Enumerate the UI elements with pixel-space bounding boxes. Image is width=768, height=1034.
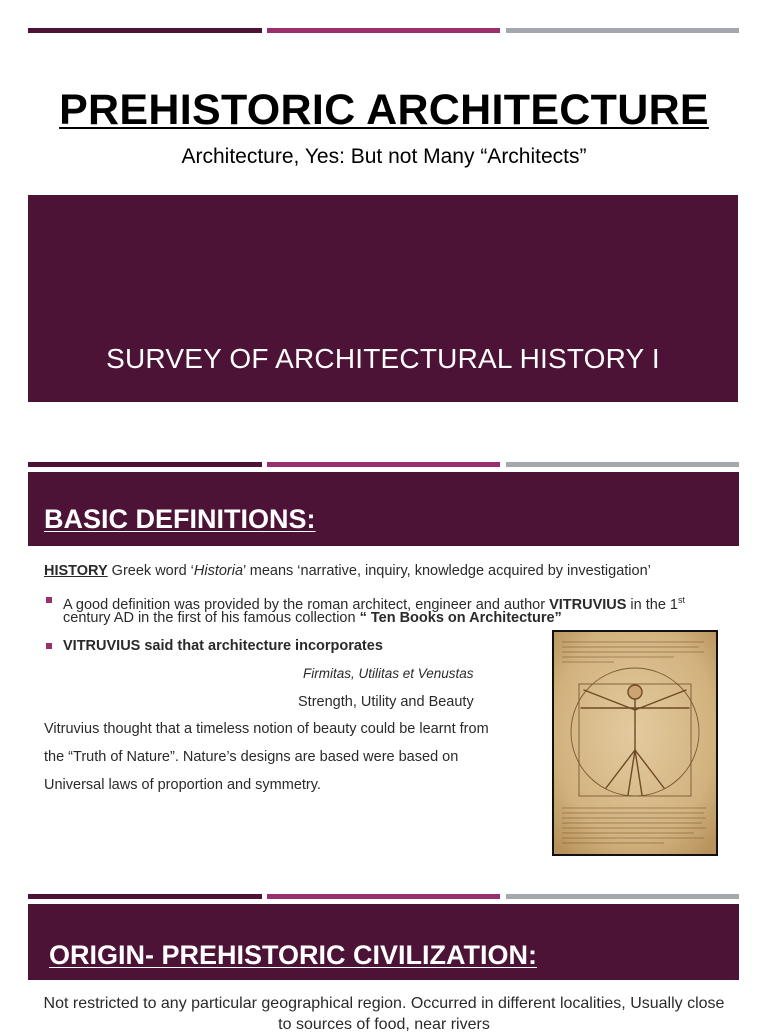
- historia-word: Historia: [193, 563, 244, 579]
- accent-stripe-dark: [28, 462, 262, 467]
- section-heading: BASIC DEFINITIONS:: [44, 504, 316, 534]
- accent-stripe-gray: [506, 462, 739, 467]
- superscript-st: st: [678, 595, 686, 605]
- bullet-marker: [46, 643, 52, 649]
- vitruvius-name: VITRUVIUS: [549, 596, 627, 613]
- history-definition: [44, 563, 724, 579]
- origin-line: to sources of food, near rivers: [278, 1016, 490, 1033]
- history-text-2: ’ means ‘narrative, inquiry, knowledge acquired by investigation’: [243, 563, 651, 579]
- accent-stripe-gray: [506, 28, 739, 33]
- bullet-marker: [46, 597, 52, 603]
- accent-stripe-gray: [506, 894, 739, 899]
- paragraph-line: Universal laws of proportion and symmetry.: [44, 777, 321, 793]
- bullet1-text-2: in the 1: [626, 596, 678, 613]
- english-triad: Strength, Utility and Beauty: [298, 694, 474, 710]
- accent-stripe-magenta: [267, 462, 500, 467]
- ten-books-title: “ Ten Books on Architecture”: [359, 610, 562, 626]
- slide-subtitle: Architecture, Yes: But not Many “Architects”: [181, 145, 587, 168]
- bullet1-text-1: A good definition was provided by the roman architect, engineer and author: [63, 596, 550, 613]
- history-text-1: Greek word ‘: [107, 563, 194, 579]
- accent-stripe-magenta: [267, 28, 500, 33]
- bullet1-line2: century AD in the first of his famous collection: [63, 610, 360, 626]
- vitruvian-man-image: [552, 630, 718, 856]
- accent-stripe-magenta: [267, 894, 500, 899]
- accent-stripe-dark: [28, 894, 262, 899]
- paragraph-line: the “Truth of Nature”. Nature’s designs are based were based on: [44, 749, 459, 765]
- slide-title-heading: PREHISTORIC ARCHITECTURE: [59, 86, 709, 134]
- paragraph-line: Vitruvius thought that a timeless notion of beauty could be learnt from: [44, 721, 489, 737]
- bullet-vitruvius-line2: [63, 610, 723, 626]
- history-term: HISTORY: [44, 563, 108, 579]
- course-title: SURVEY OF ARCHITECTURAL HISTORY I: [106, 343, 660, 374]
- accent-stripe-dark: [28, 28, 262, 33]
- bullet-architecture-incorporates: VITRUVIUS said that architecture incorporates: [63, 638, 383, 654]
- section-heading: ORIGIN- PREHISTORIC CIVILIZATION:: [49, 940, 538, 970]
- latin-triad: Firmitas, Utilitas et Venustas: [303, 666, 474, 681]
- origin-line: Not restricted to any particular geographical region. Occurred in different localities, Usually close: [43, 995, 725, 1012]
